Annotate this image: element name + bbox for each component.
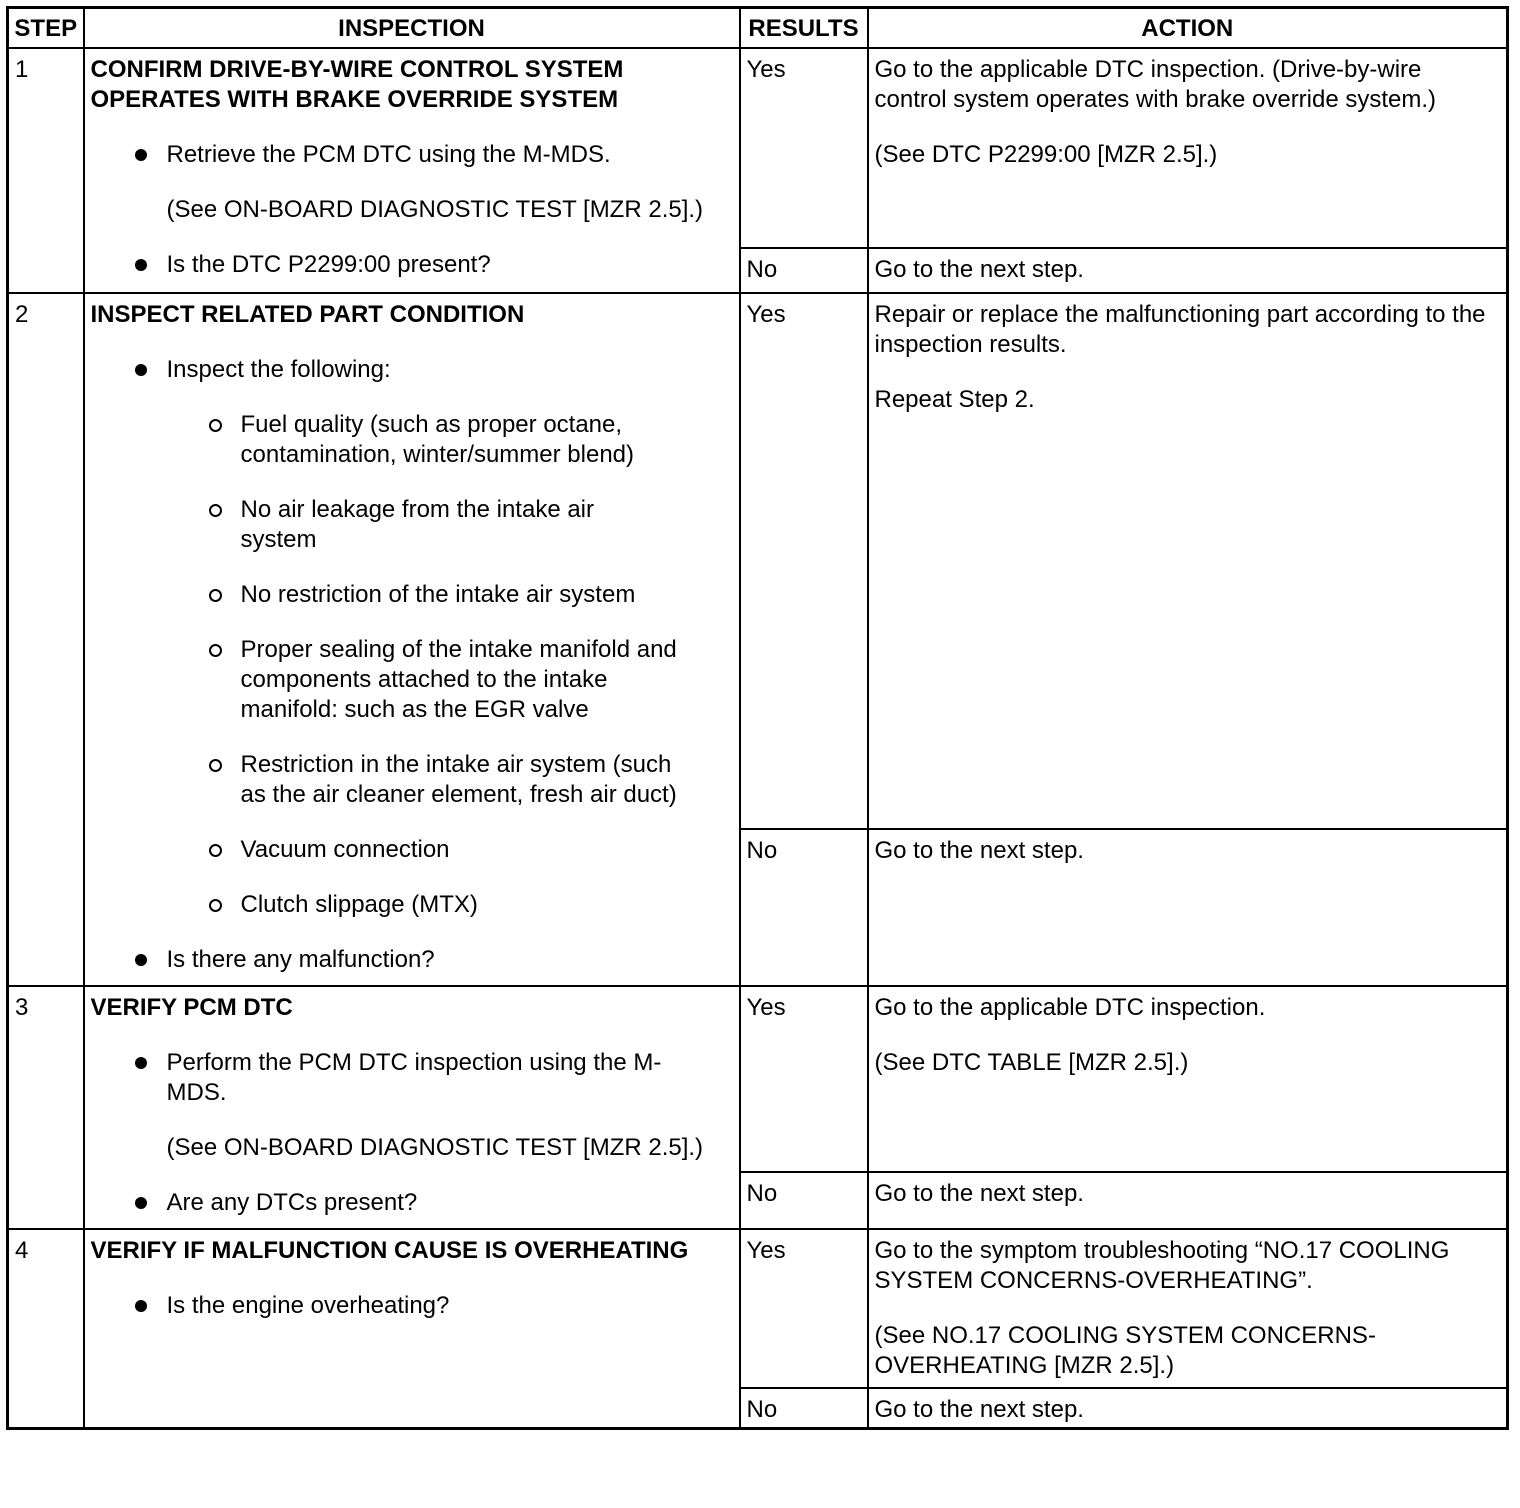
- step-3-bullet-1-text: Perform the PCM DTC inspection using the M-MDS.: [166, 1049, 662, 1106]
- step-4-yes-row: [8, 1229, 1508, 1388]
- step-1-title-line1: CONFIRM DRIVE-BY-WIRE CONTROL SYSTEM: [90, 56, 624, 83]
- step-4-bullet-1: [167, 1291, 733, 1321]
- step-2-subitem-5: [241, 750, 733, 810]
- step-2-subitem-3-text: No restriction of the intake air system: [240, 581, 636, 608]
- step-3-yes-row: [8, 986, 1508, 1172]
- step-3-result-no: No: [740, 1172, 868, 1229]
- step-2-subitem-5-text: Restriction in the intake air system (such as the air cleaner element, fresh air duct): [240, 751, 677, 808]
- step-2-action-yes-text-2: Repeat Step 2.: [874, 386, 1035, 413]
- step-1-action-yes: [868, 48, 1508, 248]
- step-2-subitem-6: [241, 835, 733, 865]
- step-2-subitem-1: [241, 410, 733, 470]
- step-4-action-no-text-1: Go to the next step.: [874, 1396, 1084, 1423]
- step-3-bullet-1: [167, 1048, 733, 1163]
- step-4-result-yes: Yes: [740, 1229, 868, 1388]
- step-1-bullet-1-text: Retrieve the PCM DTC using the M-MDS.: [166, 141, 611, 168]
- step-1-bullet-1: [167, 140, 733, 225]
- step-1-bullet-list: [91, 140, 733, 280]
- step-4-inspection: [84, 1229, 740, 1429]
- step-2-bullet-2-text: Is there any malfunction?: [166, 946, 435, 973]
- step-2-subitem-list: [167, 410, 733, 920]
- step-4-action-yes-text-2: (See NO.17 COOLING SYSTEM CONCERNS-OVERHEATING [MZR 2.5].): [874, 1322, 1376, 1379]
- step-1-title-line2: OPERATES WITH BRAKE OVERRIDE SYSTEM: [90, 86, 619, 113]
- step-1-number: 1: [8, 48, 84, 293]
- step-4-title: VERIFY IF MALFUNCTION CAUSE IS OVERHEATING: [90, 1237, 689, 1264]
- step-2-title: INSPECT RELATED PART CONDITION: [90, 301, 525, 328]
- step-1-inspection: [84, 48, 740, 293]
- step-1-bullet-2: [167, 250, 733, 280]
- step-3-number: 3: [8, 986, 84, 1229]
- step-2-result-yes: Yes: [740, 293, 868, 829]
- step-1-result-yes: Yes: [740, 48, 868, 248]
- step-2-bullet-2: [167, 945, 733, 975]
- step-1-title: [91, 55, 733, 115]
- step-2-action-yes-text-1: Repair or replace the malfunctioning part according to the inspection results.: [874, 301, 1486, 358]
- step-3-inspection: [84, 986, 740, 1229]
- step-4-bullet-list: [91, 1291, 733, 1321]
- step-3-result-yes: Yes: [740, 986, 868, 1172]
- step-1-bullet-2-text: Is the DTC P2299:00 present?: [166, 251, 491, 278]
- step-2-result-no: No: [740, 829, 868, 986]
- header-inspection: INSPECTION: [84, 8, 740, 49]
- step-1-action-yes-text-1: Go to the applicable DTC inspection. (Drive-by-wire control system operates with brake override system.): [874, 56, 1437, 113]
- step-3-title: VERIFY PCM DTC: [90, 994, 293, 1021]
- step-2-subitem-2-text: No air leakage from the intake air system: [240, 496, 595, 553]
- step-1-result-no: No: [740, 248, 868, 293]
- step-2-bullet-1: [167, 355, 733, 920]
- step-1-action-no-text-1: Go to the next step.: [874, 256, 1084, 283]
- step-2-action-yes: [868, 293, 1508, 829]
- step-4-number: 4: [8, 1229, 84, 1429]
- step-2-bullet-1-text: Inspect the following:: [166, 356, 391, 383]
- step-3-bullet-2: [167, 1188, 733, 1218]
- diagnostic-procedure-sheet: [6, 6, 1509, 1430]
- step-3-bullet-2-text: Are any DTCs present?: [166, 1189, 418, 1216]
- step-2-subitem-7-text: Clutch slippage (MTX): [240, 891, 478, 918]
- header-results: RESULTS: [740, 8, 868, 49]
- step-2-subitem-1-text: Fuel quality (such as proper octane, contamination, winter/summer blend): [240, 411, 635, 468]
- step-2-bullet-list: [91, 355, 733, 975]
- header-action: ACTION: [868, 8, 1508, 49]
- step-3-action-yes: [868, 986, 1508, 1172]
- step-2-subitem-3: [241, 580, 733, 610]
- step-4-action-no: [868, 1388, 1508, 1429]
- step-3-action-yes-text-2: (See DTC TABLE [MZR 2.5].): [874, 1049, 1189, 1076]
- step-4-action-yes: [868, 1229, 1508, 1388]
- step-2-subitem-6-text: Vacuum connection: [240, 836, 450, 863]
- step-2-subitem-4: [241, 635, 733, 725]
- step-4-result-no: No: [740, 1388, 868, 1429]
- step-3-bullet-1-reference: (See ON-BOARD DIAGNOSTIC TEST [MZR 2.5].): [166, 1134, 704, 1161]
- step-1-action-no: [868, 248, 1508, 293]
- step-2-action-no: [868, 829, 1508, 986]
- step-2-subitem-7: [241, 890, 733, 920]
- step-2-subitem-4-text: Proper sealing of the intake manifold and components attached to the intake manifold: such as the EGR valve: [240, 636, 677, 723]
- step-3-action-yes-text-1: Go to the applicable DTC inspection.: [874, 994, 1266, 1021]
- diagnostic-procedure-table: [6, 6, 1509, 1430]
- step-3-action-no-text-1: Go to the next step.: [874, 1180, 1084, 1207]
- step-2-subitem-2: [241, 495, 733, 555]
- step-2-action-no-text-1: Go to the next step.: [874, 837, 1084, 864]
- step-1-action-yes-text-2: (See DTC P2299:00 [MZR 2.5].): [874, 141, 1218, 168]
- step-3-action-no: [868, 1172, 1508, 1229]
- step-4-bullet-1-text: Is the engine overheating?: [166, 1292, 450, 1319]
- step-2-number: 2: [8, 293, 84, 986]
- table-header-row: [8, 8, 1508, 49]
- step-1-bullet-1-reference: (See ON-BOARD DIAGNOSTIC TEST [MZR 2.5].): [166, 196, 704, 223]
- step-1-yes-row: [8, 48, 1508, 248]
- step-2-yes-row: [8, 293, 1508, 829]
- step-2-inspection: [84, 293, 740, 986]
- step-4-action-yes-text-1: Go to the symptom troubleshooting “NO.17 COOLING SYSTEM CONCERNS-OVERHEATING”.: [874, 1237, 1450, 1294]
- step-3-bullet-list: [91, 1048, 733, 1218]
- header-step: STEP: [8, 8, 84, 49]
